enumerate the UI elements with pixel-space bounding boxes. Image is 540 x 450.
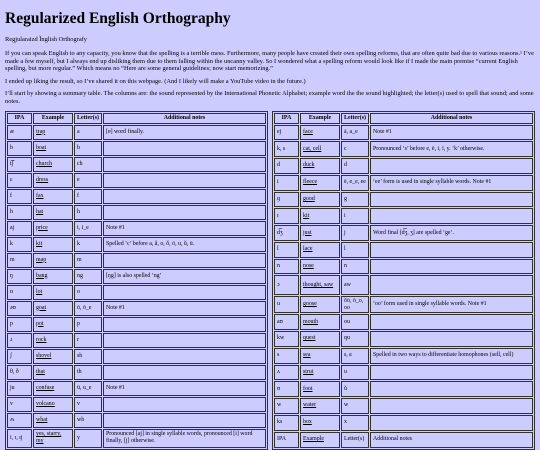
letters-cell: i, i_e	[74, 221, 102, 236]
ipa-cell: ʊ	[274, 381, 299, 397]
example-cell: box	[300, 415, 340, 431]
table-row	[7, 157, 266, 172]
intro-paragraph: If you can speak English to any capacity, you know that the spelling is a terrible mess. Furthermore, many people have created their own spelling reforms, that are often quite bad due to various reasons.¹ I’ve made a few myself, but I always end up disliking them due to them falling within the uncanny valley. So I wondered what a spelling reform would look like if I made the main premise “current English spelling, but more regular.” Which means no “Here are some general guidelines; now start memorizing.”	[5, 50, 534, 73]
notes-cell	[370, 365, 533, 381]
table-row	[274, 125, 533, 141]
example-cell: water	[300, 398, 340, 414]
letters-cell: a	[74, 125, 102, 140]
example-cell: trap	[33, 125, 73, 140]
table-row	[7, 237, 266, 252]
summary-table-left	[5, 111, 268, 450]
letters-cell: h	[74, 205, 102, 220]
notes-cell	[103, 365, 266, 380]
table-row	[274, 381, 533, 397]
letters-cell: y	[74, 429, 102, 448]
table-header-row	[7, 113, 266, 124]
ipa-cell: l	[274, 242, 299, 258]
ipa-cell: ɡ	[274, 192, 299, 208]
ipa-cell: v	[7, 397, 32, 412]
ipa-cell: IPA	[274, 432, 299, 448]
summary-tables	[5, 111, 535, 450]
notes-cell	[370, 398, 533, 414]
ipa-cell: i	[274, 175, 299, 191]
example-cell: duck	[300, 158, 340, 174]
letters-cell: aw	[341, 275, 369, 295]
table-row	[274, 141, 533, 157]
example-cell: just	[300, 225, 340, 241]
result-paragraph: I ended up liking the result, so I’ve shared it on this webpage. (And I likely will make a YouTube video in the future.)	[5, 77, 306, 85]
table-row	[7, 205, 266, 220]
example-cell: lace	[300, 242, 340, 258]
notes-cell	[103, 173, 266, 188]
letters-cell: s, ɕ	[341, 348, 369, 364]
example-cell: shovel	[33, 349, 73, 364]
letters-cell: ng	[74, 269, 102, 284]
letters-cell: r	[74, 333, 102, 348]
notes-cell: ‘oo’ form used in single syllable words. Note #1	[370, 296, 533, 313]
table-row	[7, 397, 266, 412]
example-cell: cat, cell	[300, 141, 340, 157]
letters-cell: u	[341, 365, 369, 381]
letters-cell: x	[341, 415, 369, 431]
notes-cell	[370, 208, 533, 224]
notes-cell	[103, 141, 266, 156]
ipa-cell: ej	[274, 125, 299, 141]
example-cell: dress	[33, 173, 73, 188]
example-cell: volcano	[33, 397, 73, 412]
notes-cell: Pronounced [aj] in single syllable words, pronounced [i] word finally, [j] otherwise.	[103, 429, 266, 448]
notes-cell	[370, 259, 533, 275]
example-cell: pot	[33, 317, 73, 332]
ipa-cell: s	[274, 348, 299, 364]
letters-cell: o	[74, 285, 102, 300]
letters-cell: i	[341, 208, 369, 224]
letters-cell: m	[74, 253, 102, 268]
notes-cell	[370, 314, 533, 330]
notes-cell: Note #1	[103, 381, 266, 396]
example-cell: quest	[300, 331, 340, 347]
example-cell: confuse	[33, 381, 73, 396]
letters-cell: ou	[341, 314, 369, 330]
ipa-cell: ʃ	[7, 349, 32, 364]
header-example: Example	[300, 113, 340, 124]
letters-cell: wh	[74, 413, 102, 428]
example-cell: price	[33, 221, 73, 236]
example-cell: fax	[33, 189, 73, 204]
letters-cell: ū, u_e	[74, 381, 102, 396]
notes-cell	[103, 317, 266, 332]
ipa-cell: h	[7, 205, 32, 220]
page-title: Regularized English Orthography	[5, 10, 231, 27]
table-row	[274, 432, 533, 448]
ipa-cell: ju	[7, 381, 32, 396]
letters-cell: th	[74, 365, 102, 380]
header-notes: Additional notes	[103, 113, 266, 124]
summary-table-right	[272, 111, 535, 450]
example-cell: sea	[300, 348, 340, 364]
notes-cell: Spelled in two ways to differentiate homophones (sell, cell)	[370, 348, 533, 364]
notes-cell	[370, 415, 533, 431]
notes-cell: [ŋg] is also spelled ‘ng’	[103, 269, 266, 284]
letters-cell: Letter(s)	[341, 432, 369, 448]
table-row	[7, 173, 266, 188]
notes-cell	[103, 157, 266, 172]
ipa-cell: k, s	[274, 141, 299, 157]
example-cell: kit	[300, 208, 340, 224]
table-row	[274, 415, 533, 431]
ipa-cell: ks	[274, 415, 299, 431]
ipa-cell: d	[274, 158, 299, 174]
example-cell: fleece	[300, 175, 340, 191]
ipa-cell: ɒ	[7, 285, 32, 300]
example-cell: nose	[300, 259, 340, 275]
ipa-cell: p	[7, 317, 32, 332]
table-row	[274, 225, 533, 241]
letters-cell: n	[341, 259, 369, 275]
ipa-cell: ŋ	[7, 269, 32, 284]
ipa-cell: i, ɪ, ɪj	[7, 429, 32, 448]
notes-cell: ‘ee’ form is used in single syllable words. Note #1	[370, 175, 533, 191]
table-row	[274, 158, 533, 174]
example-cell: goose	[300, 296, 340, 313]
notes-cell	[370, 275, 533, 295]
example-cell: map	[33, 253, 73, 268]
letters-cell: w	[341, 398, 369, 414]
notes-cell	[370, 331, 533, 347]
letters-cell: ō, ō_e	[74, 301, 102, 316]
table-row	[274, 192, 533, 208]
example-cell: good	[300, 192, 340, 208]
table-row	[274, 296, 533, 313]
table-row	[7, 141, 266, 156]
example-cell: mouth	[300, 314, 340, 330]
notes-cell	[103, 189, 266, 204]
table-row	[7, 221, 266, 236]
notes-cell	[370, 192, 533, 208]
ipa-cell: w	[274, 398, 299, 414]
ipa-cell: k	[7, 237, 32, 252]
ipa-cell: aj	[7, 221, 32, 236]
table-row	[274, 208, 533, 224]
table-row	[7, 285, 266, 300]
table-intro-paragraph: I’ll start by showing a summary table. The columns are: the sound represented by the International Phonetic Alphabet; example word the the sound highlighted; the letter(s) used to spell that sound; and some notes.	[5, 90, 534, 105]
ipa-cell: u	[274, 296, 299, 313]
notes-cell	[370, 381, 533, 397]
example-cell: that	[33, 365, 73, 380]
letters-cell: qu	[341, 331, 369, 347]
ipa-cell: ɪ	[274, 208, 299, 224]
notes-cell	[103, 285, 266, 300]
table-row	[7, 429, 266, 448]
example-cell: boat	[33, 141, 73, 156]
ipa-cell: aʊ	[274, 314, 299, 330]
letters-cell: ē, e_e, ee	[341, 175, 369, 191]
notes-cell	[103, 333, 266, 348]
notes-cell	[103, 397, 266, 412]
ipa-cell: ɔ	[274, 275, 299, 295]
notes-cell: Note #1	[103, 221, 266, 236]
table-row	[7, 189, 266, 204]
table-row	[7, 413, 266, 428]
letters-cell: ŏō, ō_o, oo	[341, 296, 369, 313]
letters-cell: c	[341, 141, 369, 157]
table-row	[7, 333, 266, 348]
letters-cell: sh	[74, 349, 102, 364]
notes-cell	[103, 349, 266, 364]
example-cell: face	[300, 125, 340, 141]
letters-cell: g	[341, 192, 369, 208]
letters-cell: ch	[74, 157, 102, 172]
table-row	[274, 259, 533, 275]
letters-cell: ŭ	[341, 381, 369, 397]
ipa-cell: ɹ	[7, 333, 32, 348]
notes-cell: Note #1	[103, 301, 266, 316]
ipa-cell: ʍ	[7, 413, 32, 428]
ipa-cell: t͡ʃ	[7, 157, 32, 172]
example-cell: Example	[300, 432, 340, 448]
ipa-cell: ɛ	[7, 173, 32, 188]
example-cell: lot	[33, 285, 73, 300]
example-cell: thought, saw	[300, 275, 340, 295]
letters-cell: p	[74, 317, 102, 332]
header-ipa: IPA	[274, 113, 299, 124]
table-row	[274, 175, 533, 191]
letters-cell: b	[74, 141, 102, 156]
letters-cell: ā, a_e	[341, 125, 369, 141]
ipa-cell: ʌ	[274, 365, 299, 381]
example-cell: rock	[33, 333, 73, 348]
table-row	[274, 398, 533, 414]
header-letters: Letter(s)	[341, 113, 369, 124]
example-cell: what	[33, 413, 73, 428]
table-header-row	[274, 113, 533, 124]
table-row	[7, 125, 266, 140]
ipa-cell: d͡ʒ	[274, 225, 299, 241]
ipa-cell: b	[7, 141, 32, 156]
example-cell: foot	[300, 381, 340, 397]
table-row	[7, 301, 266, 316]
table-row	[7, 349, 266, 364]
notes-cell: Spelled ‘c’ before a, ă, o, ŏ, ō, u, ŭ, ū.	[103, 237, 266, 252]
page-subtitle: Regjularaizd Ĭnglish Orthografy	[5, 36, 87, 43]
notes-cell: [ɐ] word finally.	[103, 125, 266, 140]
letters-cell: v	[74, 397, 102, 412]
notes-cell	[370, 242, 533, 258]
header-ipa: IPA	[7, 113, 32, 124]
example-cell: kit	[33, 237, 73, 252]
example-cell: goat	[33, 301, 73, 316]
example-cell: hat	[33, 205, 73, 220]
ipa-cell: kw	[274, 331, 299, 347]
notes-cell	[103, 413, 266, 428]
ipa-cell: æ	[7, 125, 32, 140]
table-row	[274, 242, 533, 258]
notes-cell: Word final [d͡ʒ, ʒ] are spelled ‘ge’.	[370, 225, 533, 241]
table-row	[7, 317, 266, 332]
letters-cell: e	[74, 173, 102, 188]
header-example: Example	[33, 113, 73, 124]
table-row	[274, 348, 533, 364]
table-row	[274, 314, 533, 330]
table-row	[274, 275, 533, 295]
letters-cell: d	[341, 158, 369, 174]
notes-cell	[103, 253, 266, 268]
notes-cell: Pronounced ‘s’ before e, ē, i, ī, y. ‘k’ otherwise.	[370, 141, 533, 157]
example-cell: church	[33, 157, 73, 172]
letters-cell: k	[74, 237, 102, 252]
letters-cell: l	[341, 242, 369, 258]
table-row	[7, 269, 266, 284]
ipa-cell: θ, ð	[7, 365, 32, 380]
notes-cell	[370, 158, 533, 174]
table-row	[7, 253, 266, 268]
example-cell: bang	[33, 269, 73, 284]
letters-cell: j	[341, 225, 369, 241]
ipa-cell: n	[274, 259, 299, 275]
ipa-cell: f	[7, 189, 32, 204]
header-notes: Additional notes	[370, 113, 533, 124]
notes-cell: Additional notes	[370, 432, 533, 448]
table-row	[7, 365, 266, 380]
notes-cell: Note #1	[370, 125, 533, 141]
table-row	[274, 365, 533, 381]
notes-cell	[103, 205, 266, 220]
ipa-cell: əʊ	[7, 301, 32, 316]
ipa-cell: m	[7, 253, 32, 268]
table-row	[7, 381, 266, 396]
table-row	[274, 331, 533, 347]
example-cell: strut	[300, 365, 340, 381]
header-letters: Letter(s)	[74, 113, 102, 124]
example-cell: yes, starry, my	[33, 429, 73, 448]
letters-cell: f	[74, 189, 102, 204]
